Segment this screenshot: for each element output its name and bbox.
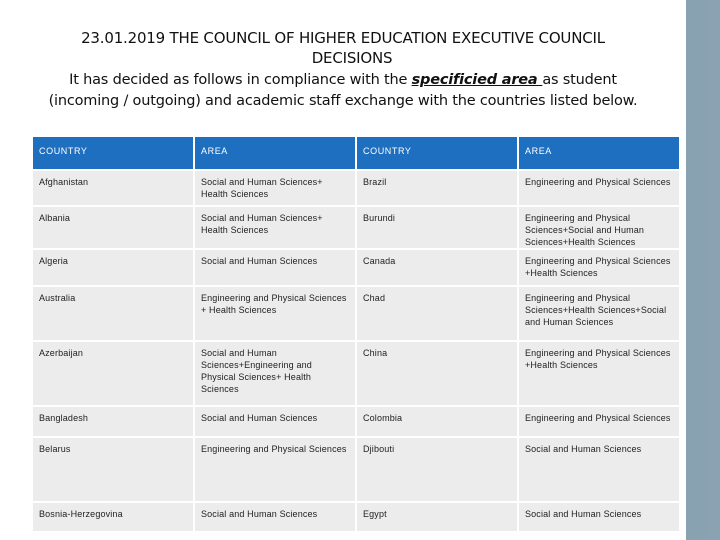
header-cell: COUNTRY bbox=[356, 136, 518, 170]
area-cell: Social and Human Sciences bbox=[518, 502, 680, 532]
slide-title bbox=[0, 28, 686, 112]
area-cell: Social and Human Sciences+ Health Sciences bbox=[194, 170, 356, 206]
area-cell: Social and Human Sciences bbox=[518, 437, 680, 502]
country-cell: Colombia bbox=[356, 406, 518, 437]
subtitle-line-2: (incoming / outgoing) and academic staff exchange with the countries listed below. bbox=[48, 93, 638, 109]
table-row bbox=[32, 437, 680, 502]
subtitle-text-pre: It has decided as follows in compliance with the bbox=[69, 72, 412, 88]
area-cell: Engineering and Physical Sciences+Social and Human Sciences+Health Sciences bbox=[518, 206, 680, 249]
country-cell: Albania bbox=[32, 206, 194, 249]
country-cell: Bosnia-Herzegovina bbox=[32, 502, 194, 532]
header-cell: AREA bbox=[518, 136, 680, 170]
area-cell: Social and Human Sciences bbox=[194, 406, 356, 437]
subtitle-text-post: as student bbox=[542, 72, 617, 88]
table-header-row bbox=[32, 136, 680, 170]
country-cell: Burundi bbox=[356, 206, 518, 249]
country-cell: Canada bbox=[356, 249, 518, 286]
area-cell: Engineering and Physical Sciences bbox=[518, 170, 680, 206]
country-cell: Algeria bbox=[32, 249, 194, 286]
country-cell: Chad bbox=[356, 286, 518, 341]
area-cell: Engineering and Physical Sciences +Health Sciences bbox=[518, 341, 680, 406]
country-cell: Australia bbox=[32, 286, 194, 341]
title-line-1: 23.01.2019 THE COUNCIL OF HIGHER EDUCATION EXECUTIVE COUNCIL bbox=[81, 29, 605, 47]
header-cell: AREA bbox=[194, 136, 356, 170]
area-cell: Social and Human Sciences+Engineering and Physical Sciences+ Health Sciences bbox=[194, 341, 356, 406]
country-cell: Azerbaijan bbox=[32, 341, 194, 406]
table-row bbox=[32, 341, 680, 406]
subtitle-emphasis: specificied area bbox=[411, 72, 543, 88]
country-cell: Djibouti bbox=[356, 437, 518, 502]
country-cell: Belarus bbox=[32, 437, 194, 502]
area-cell: Engineering and Physical Sciences+Health Sciences+Social and Human Sciences bbox=[518, 286, 680, 341]
area-cell: Engineering and Physical Sciences +Health Sciences bbox=[518, 249, 680, 286]
area-cell: Engineering and Physical Sciences bbox=[194, 437, 356, 502]
table-row bbox=[32, 286, 680, 341]
area-cell: Social and Human Sciences+ Health Sciences bbox=[194, 206, 356, 249]
area-cell: Engineering and Physical Sciences + Health Sciences bbox=[194, 286, 356, 341]
area-cell: Social and Human Sciences bbox=[194, 502, 356, 532]
title-line-2: DECISIONS bbox=[311, 49, 393, 67]
table-row bbox=[32, 206, 680, 249]
country-cell: Brazil bbox=[356, 170, 518, 206]
country-cell: Afghanistan bbox=[32, 170, 194, 206]
country-cell: China bbox=[356, 341, 518, 406]
area-cell: Engineering and Physical Sciences bbox=[518, 406, 680, 437]
table-row bbox=[32, 170, 680, 206]
country-cell: Egypt bbox=[356, 502, 518, 532]
table-row bbox=[32, 406, 680, 437]
header-cell: COUNTRY bbox=[32, 136, 194, 170]
table-row bbox=[32, 249, 680, 286]
exchange-table bbox=[31, 135, 681, 533]
table-row bbox=[32, 502, 680, 532]
subtitle-line-1 bbox=[0, 70, 686, 91]
country-cell: Bangladesh bbox=[32, 406, 194, 437]
area-cell: Social and Human Sciences bbox=[194, 249, 356, 286]
